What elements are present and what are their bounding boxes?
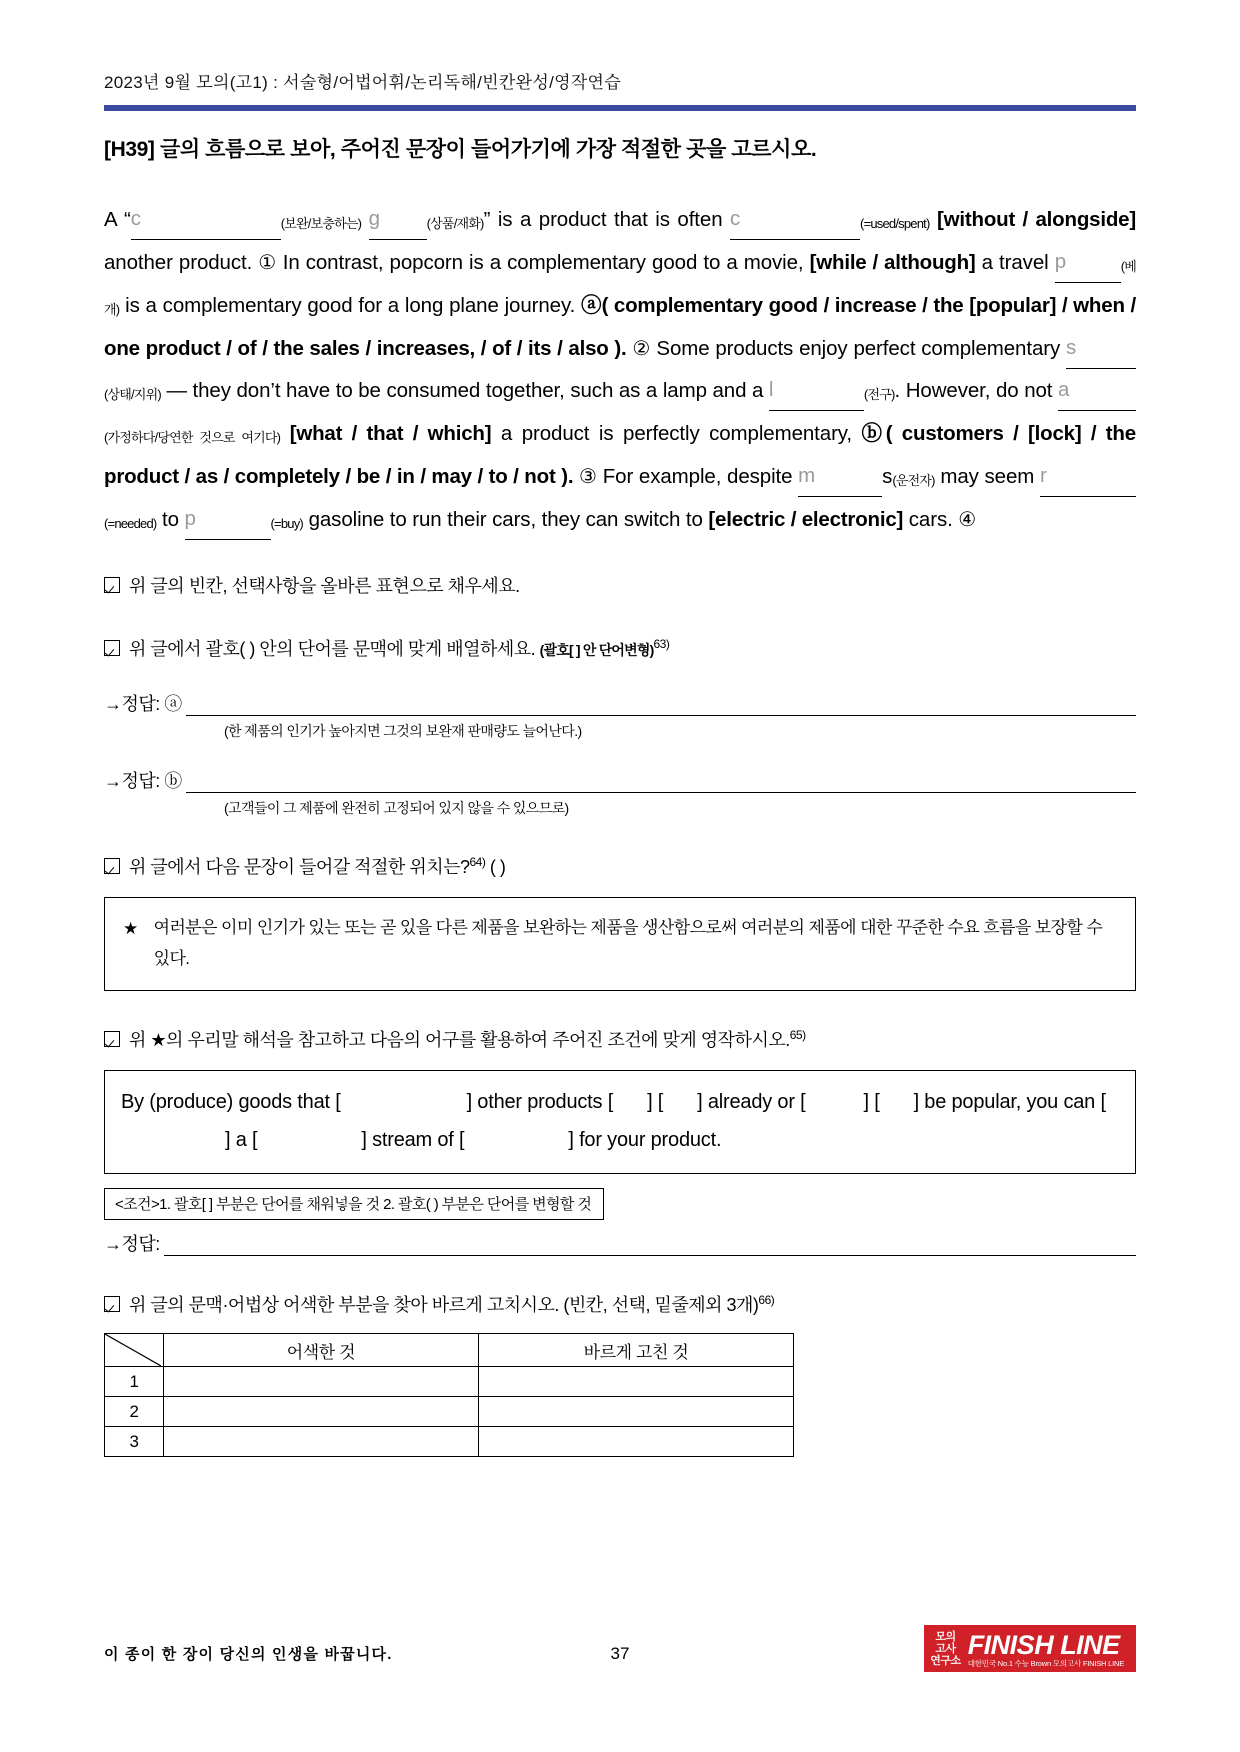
word-bank-b[interactable]: ( customers / [lock] / the product / as / completely / be / in / may / to / not ). bbox=[104, 422, 1136, 488]
passage-text: to bbox=[156, 508, 185, 531]
gloss-status: (상태/지위) bbox=[104, 387, 161, 402]
task-label: 위 글의 빈칸, 선택사항을 올바른 표현으로 채우세요. bbox=[129, 576, 520, 596]
gloss-consumed: (=used/spent) bbox=[860, 216, 930, 231]
answer-label-a: →정답: ⓐ bbox=[104, 694, 182, 714]
page-number: 37 bbox=[610, 1643, 630, 1663]
checkbox-icon[interactable] bbox=[104, 1031, 120, 1047]
checkbox-icon[interactable] bbox=[104, 858, 120, 874]
gloss-required: (=needed) bbox=[104, 516, 157, 531]
condition-strip: <조건>1. 괄호[ ] 부분은 단어를 채워넣을 것 2. 괄호( ) 부분은 단어를 변형할 것 bbox=[104, 1188, 604, 1220]
gloss-lightbulb: (전구) bbox=[863, 387, 895, 402]
passage-text-plural: s bbox=[882, 465, 893, 488]
passage-text: a product is perfectly complementary, bbox=[491, 422, 862, 445]
passage-text: cars. bbox=[903, 508, 959, 531]
passage-text: is a complementary good for a long plane journey. bbox=[119, 294, 582, 317]
passage-text: Some products enjoy perfect complementary bbox=[650, 337, 1066, 360]
choice-while-although[interactable]: [while / although] bbox=[809, 251, 976, 274]
checkbox-icon[interactable] bbox=[104, 577, 120, 593]
final-answer-input[interactable] bbox=[164, 1235, 1136, 1256]
page-footer bbox=[104, 1629, 1136, 1668]
logo-name-block bbox=[966, 1625, 1136, 1672]
checkbox-icon[interactable] bbox=[104, 1296, 120, 1312]
insert-marker-3[interactable]: ③ bbox=[579, 466, 598, 488]
task-label: 위 글의 문맥·어법상 어색한 부분을 찾아 바르게 고치시오. (빈칸, 선택, 밑줄제외 3개) bbox=[129, 1295, 759, 1315]
composition-text: ] [ bbox=[647, 1091, 664, 1113]
table-header-row bbox=[105, 1334, 794, 1367]
task-item-insert-sentence bbox=[104, 848, 1136, 881]
passage-text: may seem bbox=[934, 465, 1040, 488]
table-row bbox=[105, 1427, 794, 1457]
insert-marker-2[interactable]: ② bbox=[632, 338, 651, 360]
diagonal-line-icon bbox=[105, 1334, 161, 1366]
composition-text: ] [ bbox=[863, 1091, 880, 1113]
page-title: [H39] 글의 흐름으로 보아, 주어진 문장이 들어가기에 가장 적절한 곳을 고르시오. bbox=[104, 138, 817, 161]
header-divider bbox=[104, 105, 1136, 111]
row-index: 1 bbox=[105, 1367, 164, 1397]
composition-text: ] be popular, you can [ bbox=[913, 1091, 1106, 1113]
answer-translation-b: (고객들이 그 제품에 완전히 고정되어 있지 않을 수 있으므로) bbox=[224, 800, 569, 816]
given-sentence-box bbox=[104, 897, 1136, 991]
passage-text: . However, do not bbox=[894, 379, 1059, 402]
logo-kr-3: 연구소 bbox=[930, 1655, 961, 1667]
table-row bbox=[105, 1367, 794, 1397]
task-item-arrange-words bbox=[104, 630, 1136, 664]
passage-text: For example, despite bbox=[597, 465, 799, 488]
answer-line-a bbox=[104, 690, 1136, 716]
logo-tagline: 대한민국 No.1 수능 Brown 모의고사 FINISH LINE bbox=[967, 1658, 1124, 1668]
composition-text: ] stream of [ bbox=[361, 1129, 465, 1151]
choice-electric-electronic[interactable]: [electric / electronic] bbox=[708, 508, 904, 531]
task-item-fill-blanks bbox=[104, 572, 1136, 600]
footnote-ref: 64) bbox=[469, 855, 486, 869]
passage-text: A “ bbox=[104, 208, 131, 231]
row-index: 2 bbox=[105, 1397, 164, 1427]
answer-input-b[interactable] bbox=[186, 772, 1136, 793]
composition-text: By (produce) goods that [ bbox=[121, 1091, 341, 1113]
blank-complementary[interactable]: c bbox=[131, 198, 281, 240]
gloss-complementary: (보완/보충하는) bbox=[280, 216, 362, 231]
passage-text: gasoline to run their cars, they can switch to bbox=[308, 508, 709, 531]
footer-slogan: 이 종이 한 장이 당신의 인생을 바꿉니다. bbox=[104, 1646, 393, 1663]
cell-wrong[interactable] bbox=[163, 1367, 478, 1397]
answer-translation-a: (한 제품의 인기가 높아지면 그것의 보완재 판매량도 늘어난다.) bbox=[224, 723, 582, 739]
blank-lightbulb[interactable]: l bbox=[769, 369, 864, 411]
task-label: 위 글에서 다음 문장이 들어갈 적절한 위치는? bbox=[129, 857, 470, 877]
star-icon: ★ bbox=[123, 919, 138, 938]
blank-assume[interactable]: a bbox=[1058, 369, 1136, 411]
blank-status[interactable]: s bbox=[1066, 327, 1136, 369]
page-breadcrumb: 2023년 9월 모의(고1) : 서술형/어법어휘/논리독해/빈칸완성/영작연습 bbox=[104, 73, 621, 92]
gloss-goods: (상품/재화) bbox=[426, 216, 484, 231]
cell-corrected[interactable] bbox=[478, 1367, 793, 1397]
reading-passage bbox=[104, 199, 1136, 542]
footnote-ref: 63) bbox=[653, 637, 670, 651]
choice-without-alongside[interactable]: [without / alongside] bbox=[937, 208, 1136, 231]
gloss-assume: (가정하다/당연한 것으로 여기다) bbox=[104, 430, 281, 445]
logo-kr-1: 모의 bbox=[935, 1631, 956, 1643]
answer-label-b: →정답: ⓑ bbox=[104, 771, 182, 791]
gloss-pillow: (베개) bbox=[104, 259, 1136, 317]
marker-a: ⓐ bbox=[581, 294, 602, 317]
composition-text: ] a [ bbox=[225, 1129, 258, 1151]
footnote-ref: 66) bbox=[758, 1293, 775, 1307]
task-label: 위 글에서 괄호( ) 안의 단어를 문맥에 맞게 배열하세요. bbox=[129, 639, 536, 659]
insert-marker-1[interactable]: ① bbox=[258, 252, 277, 274]
blank-motorists[interactable]: m bbox=[798, 455, 882, 497]
row-index: 3 bbox=[105, 1427, 164, 1457]
answer-paren[interactable]: ( ) bbox=[489, 857, 506, 877]
checkbox-icon[interactable] bbox=[104, 640, 120, 656]
passage-text: — they don’t have to be consumed together, such as a lamp and a bbox=[160, 379, 769, 402]
composition-text: ] for your product. bbox=[568, 1129, 722, 1151]
logo-name: FINISH LINE bbox=[967, 1629, 1120, 1660]
footnote-ref: 65) bbox=[789, 1028, 806, 1042]
blank-pillow[interactable]: p bbox=[1055, 241, 1121, 283]
correction-table bbox=[104, 1333, 794, 1457]
task-label: 위 ★의 우리말 해석을 참고하고 다음의 어구를 활용하여 주어진 조건에 맞게 영작하시오. bbox=[129, 1030, 790, 1050]
word-bank-a[interactable]: ( complementary good / increase / the [popular] / when / one product / of / the sales / increases, / of / its / also ). bbox=[104, 294, 1136, 360]
composition-text: ] other products [ bbox=[466, 1091, 614, 1113]
passage-text: In contrast, popcorn is a complementary good to a movie, bbox=[276, 251, 810, 274]
corner-slash-cell bbox=[105, 1334, 164, 1367]
brand-logo bbox=[924, 1625, 1136, 1672]
logo-kr-2: 고사 bbox=[935, 1643, 956, 1655]
blank-goods[interactable]: g bbox=[369, 198, 427, 240]
cell-corrected[interactable] bbox=[478, 1427, 793, 1457]
column-header-corrected: 바르게 고친 것 bbox=[478, 1334, 793, 1367]
given-sentence-text: 여러분은 이미 인기가 있는 또는 곧 있을 다른 제품을 보완하는 제품을 생산함으로써 여러분의 제품에 대한 꾸준한 수요 흐름을 보장할 수 있다. bbox=[153, 918, 1103, 968]
table-row bbox=[105, 1397, 794, 1427]
passage-text: another product. bbox=[104, 251, 259, 274]
passage-text: a travel bbox=[975, 251, 1055, 274]
passage-text: ” is a product that is often bbox=[483, 208, 731, 231]
cell-wrong[interactable] bbox=[163, 1397, 478, 1427]
task-item-composition bbox=[104, 1021, 1136, 1054]
task-item-corrections bbox=[104, 1286, 1136, 1319]
blank-required[interactable]: r bbox=[1040, 455, 1136, 497]
composition-text: ] already or [ bbox=[697, 1091, 806, 1113]
answer-input-a[interactable] bbox=[186, 695, 1136, 716]
blank-consumed[interactable]: c bbox=[730, 198, 860, 240]
composition-box bbox=[104, 1070, 1136, 1174]
final-answer-line bbox=[104, 1230, 1136, 1256]
task-note: (괄호[ ] 안 단어변형) bbox=[539, 642, 654, 658]
blank-purchase[interactable]: p bbox=[185, 498, 271, 540]
gloss-purchase: (=buy) bbox=[270, 516, 303, 531]
insert-marker-4[interactable]: ④ bbox=[958, 509, 977, 531]
cell-wrong[interactable] bbox=[163, 1427, 478, 1457]
final-answer-label: →정답: bbox=[104, 1234, 160, 1254]
column-header-wrong: 어색한 것 bbox=[163, 1334, 478, 1367]
gloss-motorists: (운전자) bbox=[892, 473, 935, 488]
logo-korean-text bbox=[924, 1625, 965, 1672]
marker-b: ⓑ bbox=[861, 422, 886, 445]
cell-corrected[interactable] bbox=[478, 1397, 793, 1427]
choice-what-that-which[interactable]: [what / that / which] bbox=[289, 422, 492, 445]
answer-line-b bbox=[104, 767, 1136, 793]
